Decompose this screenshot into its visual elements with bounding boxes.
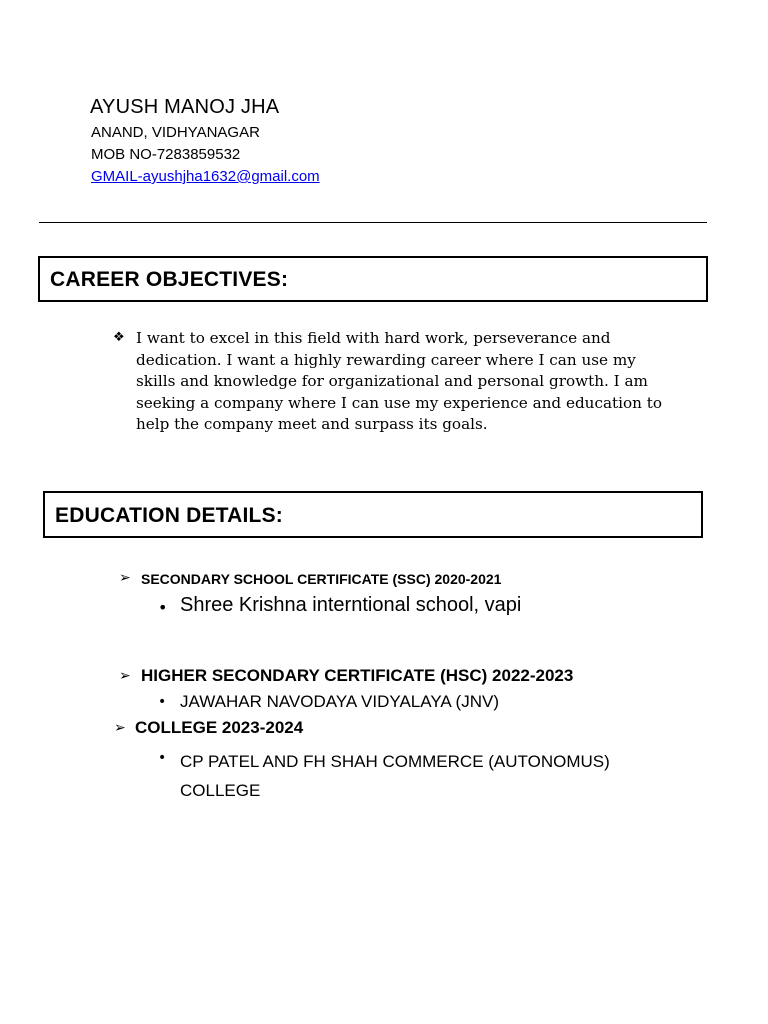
career-objectives-heading: CAREER OBJECTIVES: [50, 268, 289, 291]
header-divider [39, 222, 707, 223]
ssc-heading: SECONDARY SCHOOL CERTIFICATE (SSC) 2020-2021 [141, 571, 502, 587]
education-details-section-box [43, 491, 703, 538]
arrow-bullet-icon: ➢ [119, 668, 131, 684]
arrow-bullet-icon: ➢ [114, 720, 126, 736]
career-objectives-section-box [38, 256, 708, 302]
career-objective-text: I want to excel in this field with hard work, perseverance and dedication. I want a highly rewarding career where I can use my skills and knowledge for organizational and personal growth. I am seeking a company where I can use my experience and education to help the company meet and surpass its goals. [136, 329, 662, 433]
hsc-heading: HIGHER SECONDARY CERTIFICATE (HSC) 2022-2023 [141, 666, 574, 685]
candidate-name: AYUSH MANOJ JHA [90, 96, 280, 118]
arrow-bullet-icon: ➢ [119, 570, 131, 586]
hsc-school: JAWAHAR NAVODAYA VIDYALAYA (JNV) [180, 692, 499, 711]
ssc-school: Shree Krishna interntional school, vapi [180, 594, 522, 616]
candidate-email-link[interactable]: GMAIL-ayushjha1632@gmail.com [91, 168, 320, 185]
education-details-heading: EDUCATION DETAILS: [55, 504, 283, 527]
college-name: CP PATEL AND FH SHAH COMMERCE (AUTONOMUS) COLLEGE [180, 752, 610, 800]
diamond-bullet-icon: ❖ [113, 330, 125, 345]
dot-bullet-icon: • [158, 598, 168, 617]
dot-bullet-icon: • [158, 750, 167, 766]
candidate-mobile: MOB NO-7283859532 [91, 146, 241, 163]
college-heading: COLLEGE 2023-2024 [135, 718, 304, 737]
candidate-address: ANAND, VIDHYANAGAR [91, 124, 260, 141]
dot-bullet-icon: • [158, 694, 167, 710]
